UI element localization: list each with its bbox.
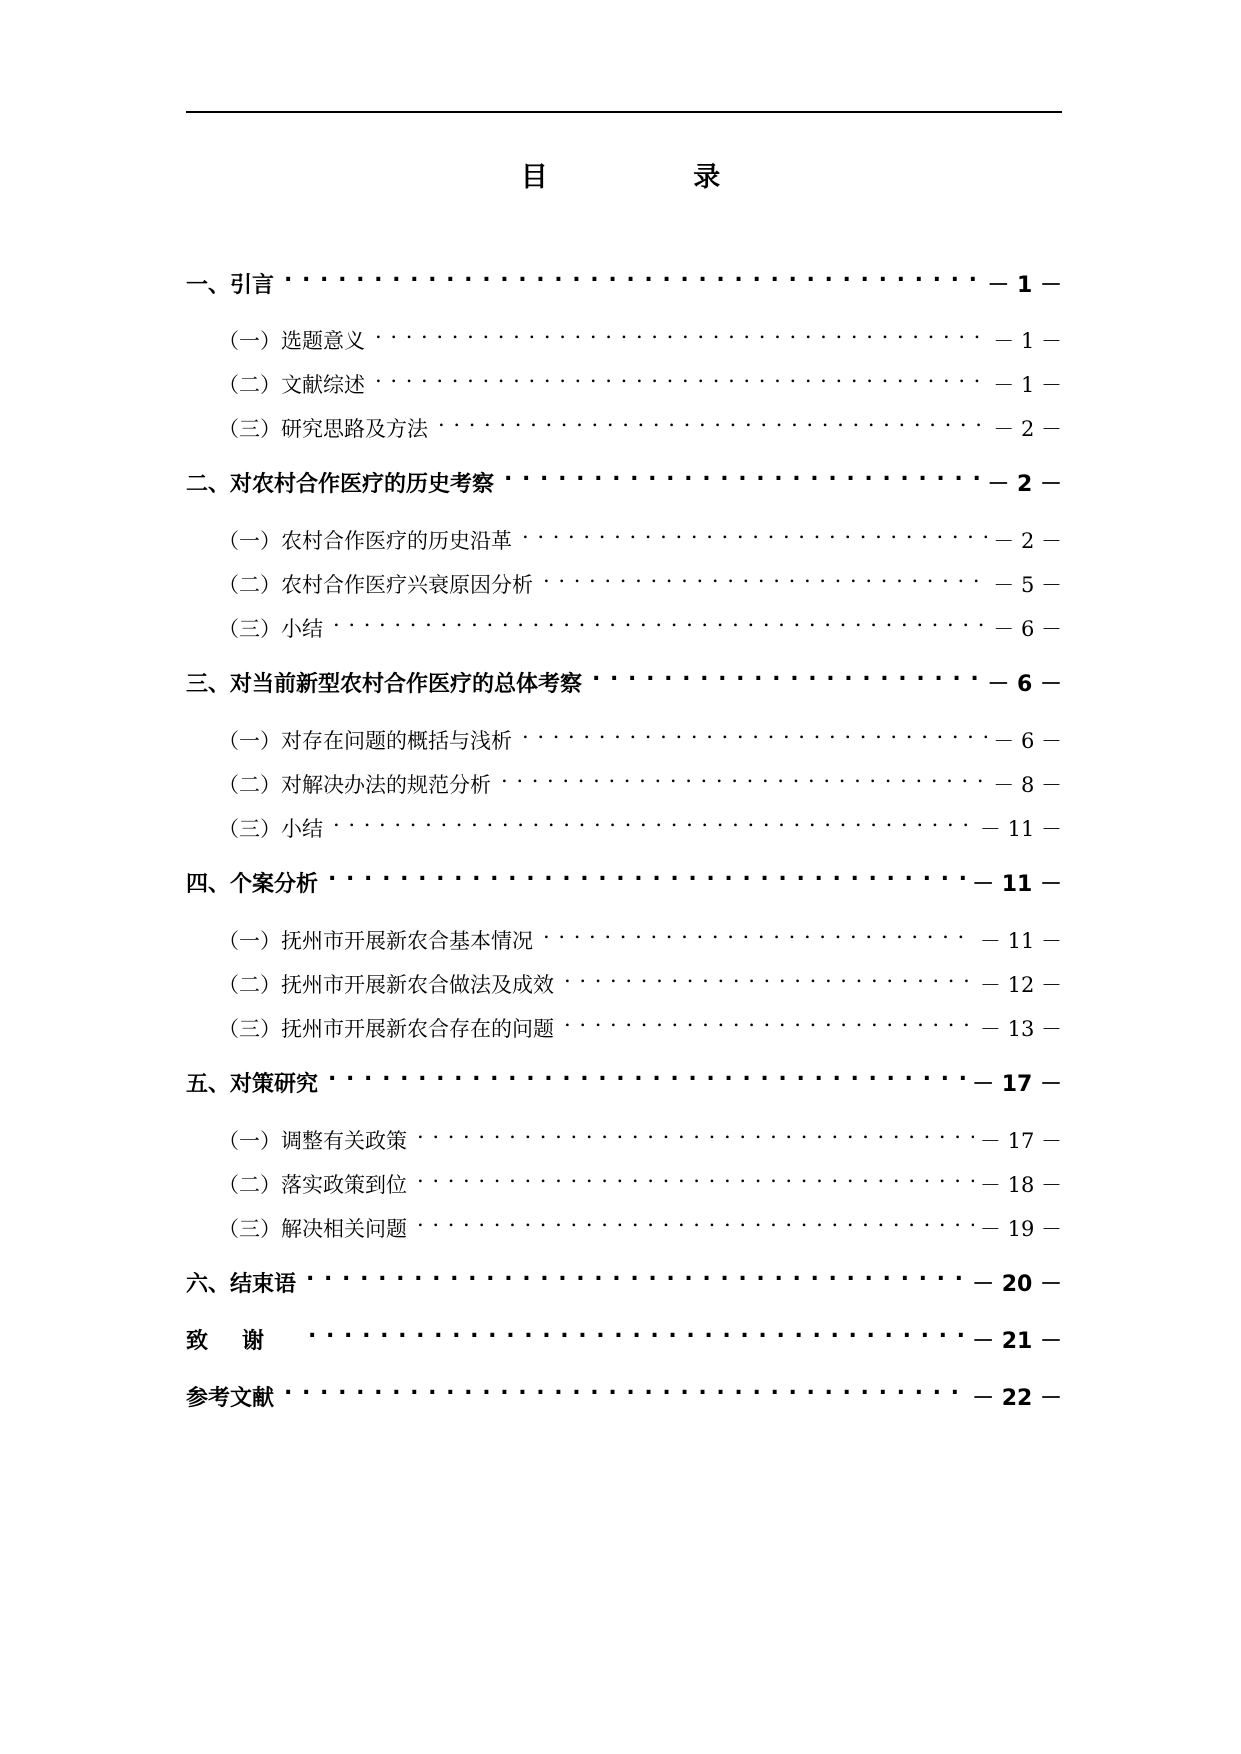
toc-entry-page: － 17 － — [972, 1072, 1062, 1097]
toc-entry-label: （一）对存在问题的概括与浅析 — [218, 729, 512, 753]
toc-entry-page: － 11 － — [972, 872, 1062, 897]
toc-entry[interactable] — [186, 1158, 1062, 1197]
dot-leader — [504, 457, 981, 491]
toc-entry-label: （三）小结 — [218, 617, 323, 641]
dot-leader — [284, 1371, 966, 1405]
toc-entry-label: （一）选题意义 — [218, 329, 365, 353]
toc-entry-label: 参考文献 — [186, 1386, 275, 1411]
toc-entry-page: － 12 － — [979, 973, 1062, 997]
toc-entry[interactable] — [186, 514, 1062, 553]
dot-leader — [417, 1158, 974, 1192]
dot-leader — [564, 1002, 974, 1036]
toc-entry-label: （二）对解决办法的规范分析 — [218, 773, 491, 797]
toc-entry[interactable] — [186, 657, 1062, 697]
toc-entry[interactable] — [186, 914, 1062, 953]
toc-entry[interactable] — [186, 1257, 1062, 1297]
toc-entry-label: （三）抚州市开展新农合存在的问题 — [218, 1017, 554, 1041]
toc-entry[interactable] — [186, 758, 1062, 797]
dot-leader — [522, 714, 987, 748]
toc-entry-label: （三）研究思路及方法 — [218, 417, 428, 441]
toc-entry-label: （二）农村合作医疗兴衰原因分析 — [218, 573, 533, 597]
toc-entry-label: 五、对策研究 — [186, 1072, 319, 1097]
toc-entry[interactable] — [186, 1371, 1062, 1411]
toc-entry-label: （一）抚州市开展新农合基本情况 — [218, 929, 533, 953]
toc-entry[interactable] — [186, 457, 1062, 497]
toc-entry-page: － 1 － — [987, 273, 1062, 298]
dot-leader — [375, 358, 987, 392]
toc-entry-label: 致谢 — [186, 1329, 299, 1354]
toc-entry[interactable] — [186, 802, 1062, 841]
dot-leader — [543, 558, 987, 592]
toc-entry-label: （二）抚州市开展新农合做法及成效 — [218, 973, 554, 997]
dot-leader — [306, 1257, 966, 1291]
toc-entry[interactable] — [186, 402, 1062, 441]
toc-entry-page: － 2 － — [993, 529, 1062, 553]
toc-entry-page: － 11 － — [979, 817, 1062, 841]
dot-leader — [375, 314, 987, 348]
toc-entry[interactable] — [186, 958, 1062, 997]
toc-entry[interactable] — [186, 714, 1062, 753]
dot-leader — [592, 657, 981, 691]
toc-entry-page: － 2 － — [987, 472, 1062, 497]
toc-entry-label: 四、个案分析 — [186, 872, 319, 897]
toc-entry-page: － 1 － — [993, 329, 1062, 353]
toc-entry[interactable] — [186, 1114, 1062, 1153]
dot-leader — [417, 1202, 974, 1236]
toc-entry-page: － 1 － — [993, 373, 1062, 397]
dot-leader — [501, 758, 987, 792]
toc-entry-label: （二）落实政策到位 — [218, 1173, 407, 1197]
toc-entry-page: － 2 － — [993, 417, 1062, 441]
toc-entry-page: － 13 － — [979, 1017, 1062, 1041]
dot-leader — [328, 1057, 966, 1091]
toc-entry-label: （一）农村合作医疗的历史沿革 — [218, 529, 512, 553]
header-rule — [186, 111, 1062, 113]
toc-entry[interactable] — [186, 314, 1062, 353]
toc-entry-label: 六、结束语 — [186, 1272, 297, 1297]
toc-entry-label: （一）调整有关政策 — [218, 1129, 407, 1153]
toc-entry[interactable] — [186, 857, 1062, 897]
toc-entry-label: 三、对当前新型农村合作医疗的总体考察 — [186, 672, 583, 697]
toc-entry-page: － 17 － — [979, 1129, 1062, 1153]
toc-entry[interactable] — [186, 258, 1062, 298]
toc-entry-page: － 19 － — [979, 1217, 1062, 1241]
toc-entry-page: － 6 － — [987, 672, 1062, 697]
toc-entry-label: 一、引言 — [186, 273, 275, 298]
dot-leader — [417, 1114, 974, 1148]
dot-leader — [284, 258, 981, 292]
toc-entry-page: － 11 － — [979, 929, 1062, 953]
toc-entry-page: － 18 － — [979, 1173, 1062, 1197]
toc-entry-label: （三）解决相关问题 — [218, 1217, 407, 1241]
toc-entry-label: （二）文献综述 — [218, 373, 365, 397]
dot-leader — [564, 958, 974, 992]
toc-entry-page: － 21 － — [972, 1329, 1062, 1354]
toc-entry[interactable] — [186, 602, 1062, 641]
dot-leader — [543, 914, 974, 948]
toc-entry[interactable] — [186, 1057, 1062, 1097]
dot-leader — [522, 514, 987, 548]
toc-entry[interactable] — [186, 358, 1062, 397]
toc-entry-page: － 6 － — [993, 617, 1062, 641]
toc-entry-page: － 5 － — [993, 573, 1062, 597]
dot-leader — [333, 802, 974, 836]
toc-entry-page: － 22 － — [972, 1386, 1062, 1411]
toc-entry[interactable] — [186, 558, 1062, 597]
dot-leader — [333, 602, 987, 636]
toc-entry-page: － 6 － — [993, 729, 1062, 753]
toc-entry-label: 二、对农村合作医疗的历史考察 — [186, 472, 495, 497]
toc-entry-page: － 20 － — [972, 1272, 1062, 1297]
toc-entry-page: － 8 － — [993, 773, 1062, 797]
toc-entry[interactable] — [186, 1002, 1062, 1041]
toc-entry[interactable] — [186, 1314, 1062, 1354]
dot-leader — [438, 402, 987, 436]
dot-leader — [308, 1314, 966, 1348]
page-title: 目 录 — [520, 162, 789, 193]
toc-entry[interactable] — [186, 1202, 1062, 1241]
toc-entry-label: （三）小结 — [218, 817, 323, 841]
dot-leader — [328, 857, 966, 891]
